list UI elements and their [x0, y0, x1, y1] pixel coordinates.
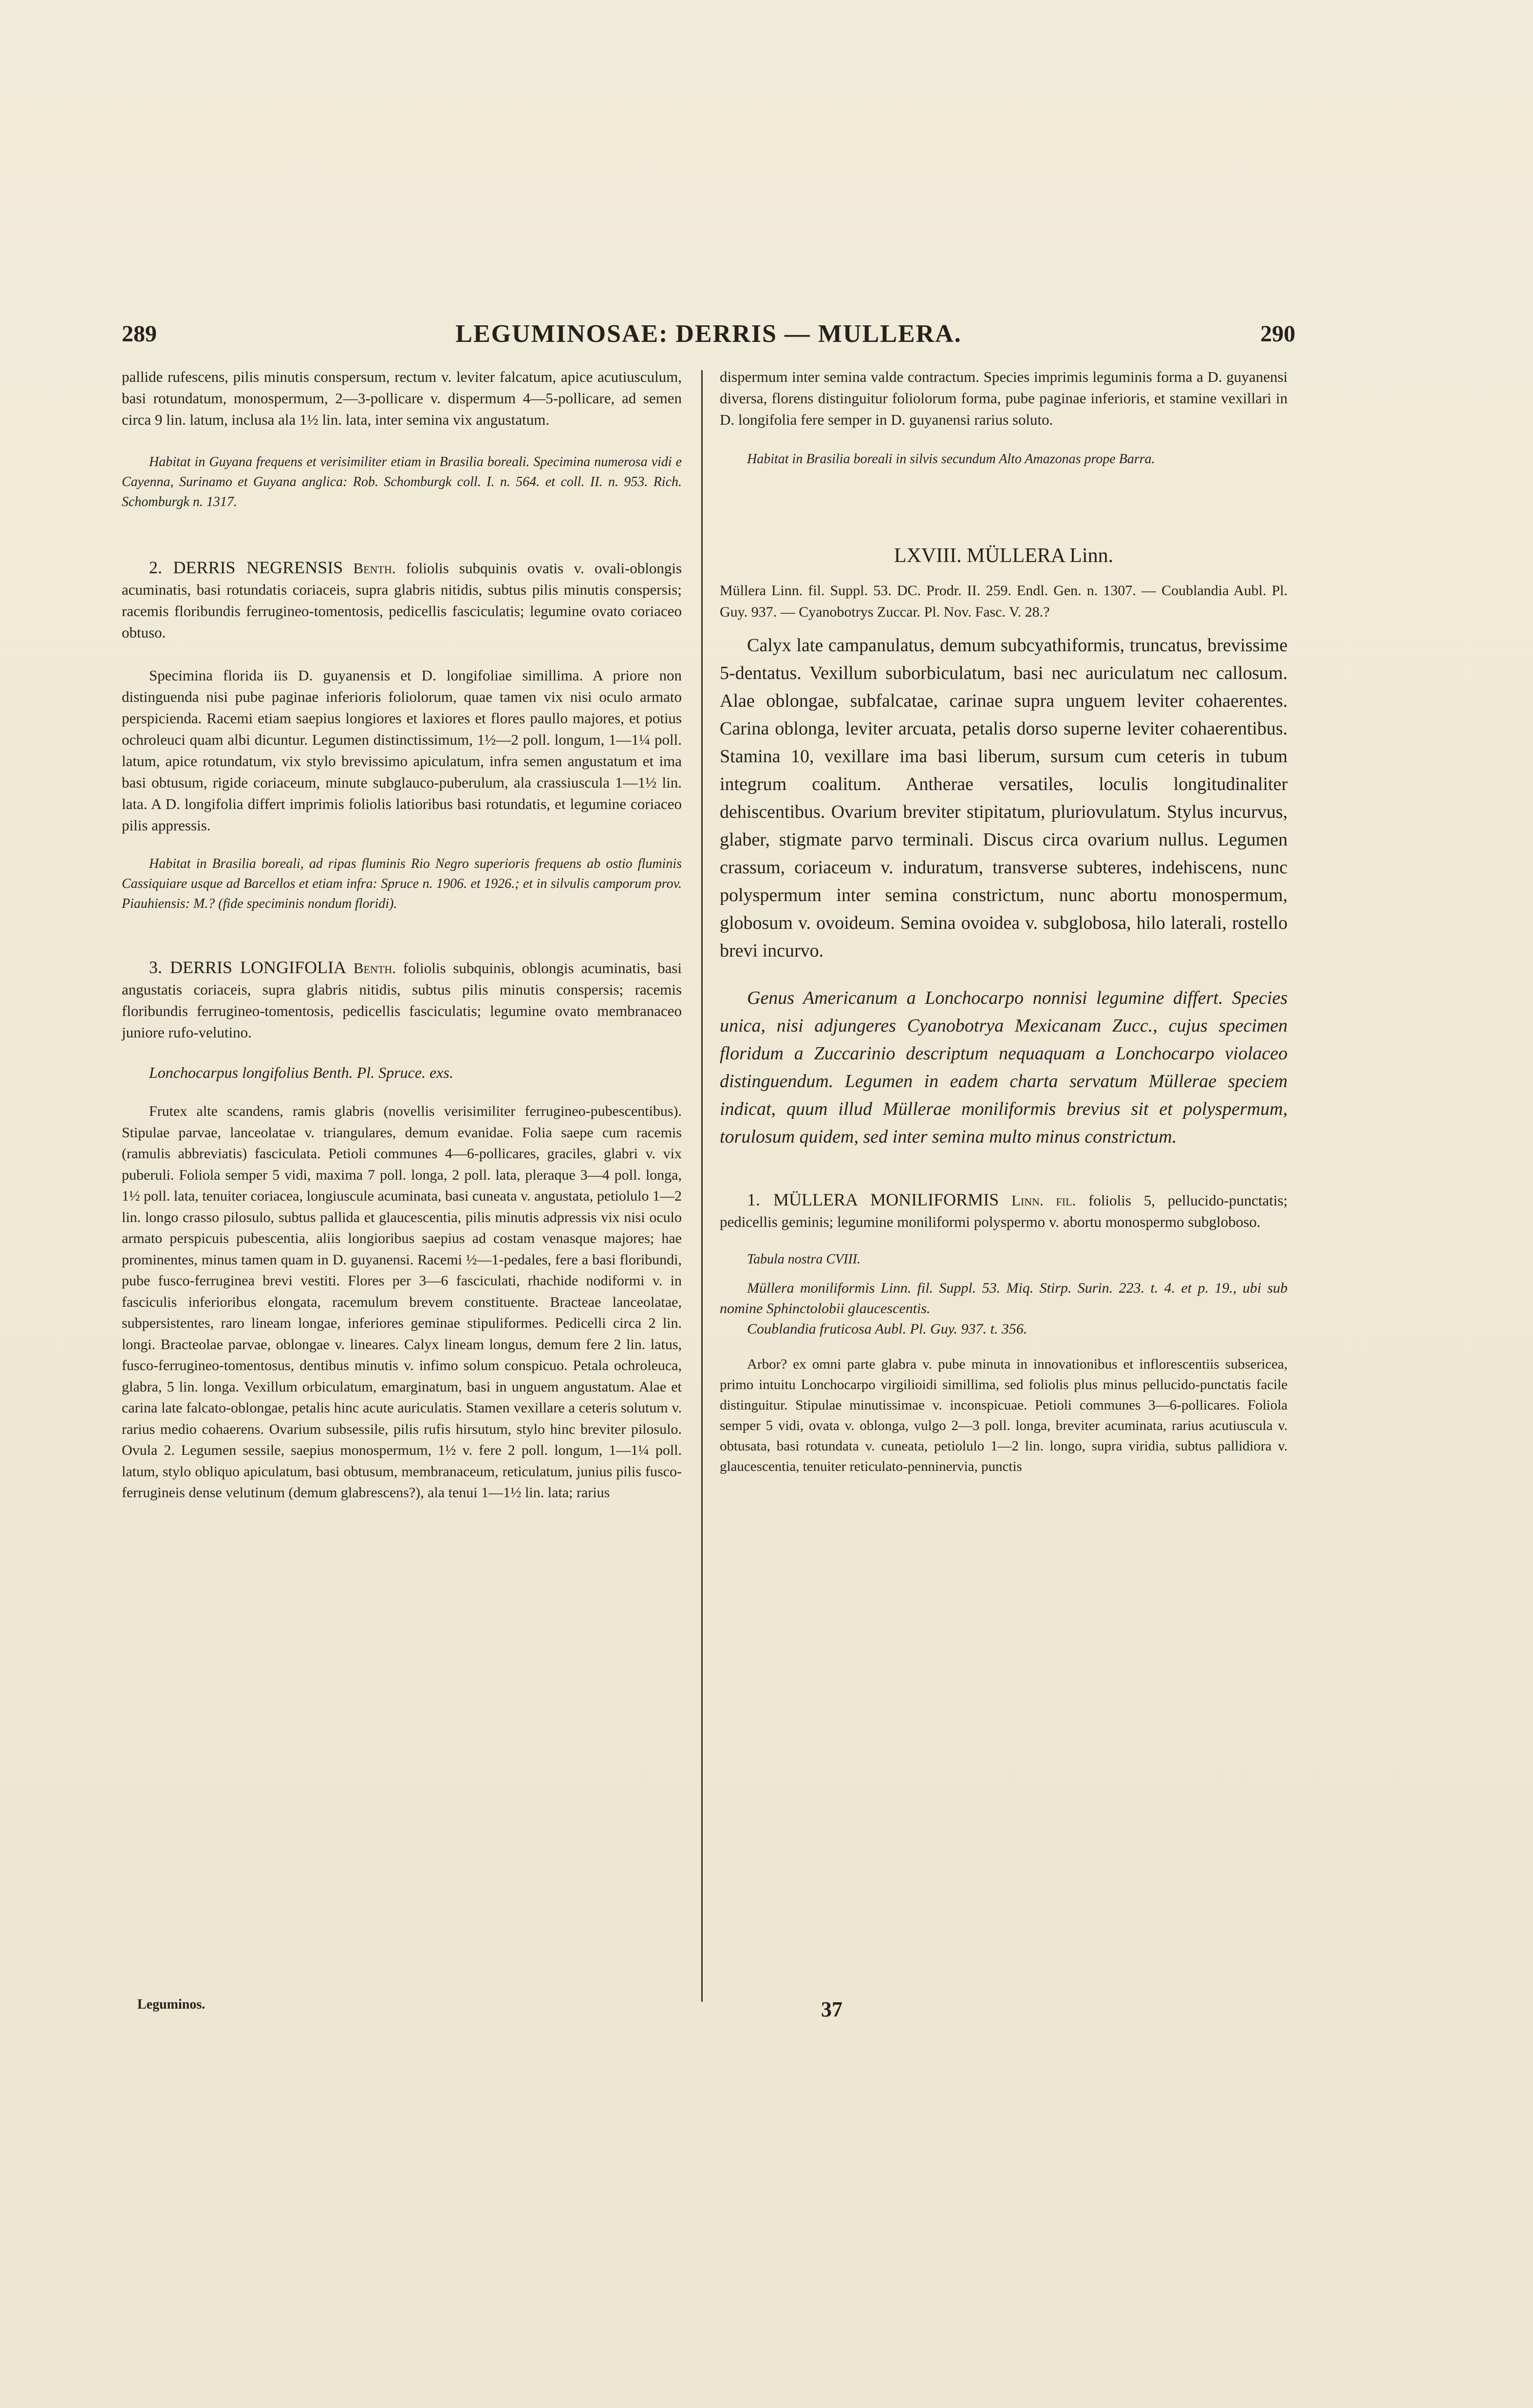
habitat-note-1: Habitat in Guyana frequens et verisimiliter etiam in Brasilia boreali. Specimina numerosa vidi e Cayenna, Surinamo et Guyana anglica: Rob. Schomburgk coll. I. n. 564. et coll. II. n. 953. Rich. Schomburgk n. 1317.	[122, 454, 682, 509]
signature-mark: Leguminos.	[137, 1997, 206, 2012]
genus-heading: LXVIII. MÜLLERA Linn.	[894, 545, 1114, 567]
left-column	[122, 366, 682, 1504]
intro-paragraph: pallide rufescens, pilis minutis conspersum, rectum v. leviter falcatum, apice acutiusculum, basi rotundatum, monospermum, 2—3-pollicare v. dispermum 4—5-pollicare, ad semen circa 9 lin. latum, inclusa ala 1½ lin. lata, inter semina vix angustatum.	[122, 368, 682, 428]
page-number-left: 289	[122, 320, 157, 347]
species-2-name: 2. DERRIS NEGRENSIS	[149, 558, 343, 577]
sheet-number: 37	[821, 1997, 842, 2021]
species-2-habitat: Habitat in Brasilia boreali, ad ripas fluminis Rio Negro superioris frequens ab ostio fluminis Cassiquiare usque ad Barcellos et etiam infra: Spruce n. 1906. et 1926.; et in silvulis camporum prov. Piauhiensis: M.? (fide speciminis nondum floridi).	[122, 856, 682, 911]
genus-note: Genus Americanum a Lonchocarpo nonnisi legumine differt. Species unica, nisi adjungeres Cyanobotrya Mexicanam Zucc., cujus specimen floridum a Zuccarinio descriptum nequaquam a Lonchocarpo violaceo distinguendum. Legumen in eadem charta servatum Müllerae speciem indicat, quum illud Müllerae moniliformis brevius sit et polyspermum, torulosum quidem, sed inter semina multo minus constrictum.	[720, 988, 1288, 1147]
mullera-species-1-description: Arbor? ex omni parte glabra v. pube minuta in innovationibus et inflorescentiis subsericea, primo intuitu Lonchocarpo virgilioidi simillima, sed foliolis plus minus pellucido-punctatis facile distinguitur. Stipulae minutissimae v. inconspicuae. Petioli communes 3—6-pollicares. Foliola semper 5 vidi, ovata v. oblonga, vulgo 2—3 poll. longa, breviter acuminata, rarius acutiuscula v. obtusata, basi rotundata v. cuneata, petiolulo 1—2 lin. longo, supra viridia, subtus pallidiora v. glaucescentia, tenuiter reticulato-penninervia, punctis	[720, 1356, 1288, 1474]
species-3-diagnosis: foliolis subquinis, oblongis acuminatis, basi angustatis coriaceis, supra glabris nitidis, subtus pilis minutis conspersis; racemis floribundis ferrugineo-tomentosis, pedicellis fasciculatis; legumine ovato membranaceo juniore rufo-velutino.	[122, 959, 682, 1041]
species-2-author: Benth.	[353, 560, 396, 577]
species-2-description: Specimina florida iis D. guyanensis et D. longifoliae simillima. A priore non distinguenda nisi pube paginae inferioris foliolorum, quae tamen vix nisi oculo armato perspicienda. Racemi etiam saepius longiores et laxiores et flores paullo majores, et potius ochroleuci quam albi dicuntur. Legumen distinctissimum, 1½—2 poll. longum, 1—1¼ poll. latum, apice rotundatum, vix stylo brevissimo apiculatum, infra semen angustatum et ima basi obtusum, rigide coriaceum, minute subglauco-puberulum, ala crassiuscula 1—1½ lin. lata. A D. longifolia differt imprimis foliolis latioribus basi rotundatis, et legumine coriaceo pilis appressis.	[122, 667, 682, 834]
mullera-synonym-2: Coublandia fruticosa Aubl. Pl. Guy. 937. t. 356.	[747, 1321, 1028, 1337]
habitat-note-right: Habitat in Brasilia boreali in silvis secundum Alto Amazonas prope Barra.	[747, 452, 1155, 467]
species-3-entry	[122, 957, 682, 1043]
species-3-synonym: Lonchocarpus longifolius Benth. Pl. Spruce. exs.	[149, 1064, 453, 1081]
mullera-species-1-name: 1. MÜLLERA MONILIFORMIS	[747, 1190, 999, 1209]
column-rule	[701, 370, 703, 2002]
running-head	[122, 317, 1295, 351]
species-3-author: Benth.	[353, 959, 396, 977]
species-2-entry	[122, 557, 682, 643]
continuation-paragraph: dispermum inter semina valde contractum. Species imprimis leguminis forma a D. guyanensi diversa, florens distinguitur foliolorum forma, pube paginae inferioris, et stamine vexillari in D. longifolia fere semper in D. guyanensi rarius soluto.	[720, 368, 1288, 428]
mullera-synonym-1: Müllera moniliformis Linn. fil. Suppl. 53. Miq. Stirp. Surin. 223. t. 4. et p. 19., ubi sub nomine Sphinctolobii glaucescentis.	[720, 1280, 1288, 1317]
mullera-species-1-entry	[720, 1189, 1288, 1233]
species-3-name: 3. DERRIS LONGIFOLIA	[149, 958, 347, 977]
right-column	[720, 366, 1288, 1477]
mullera-species-1-diagnosis: foliolis 5, pellucido-punctatis; pedicellis geminis; legumine moniliformi polyspermo v. abortu monospermo subgloboso.	[720, 1192, 1288, 1230]
page-number-right: 290	[1260, 320, 1295, 347]
running-title: LEGUMINOSAE: DERRIS — MULLERA.	[455, 320, 962, 348]
genus-synonymy: Müllera Linn. fil. Suppl. 53. DC. Prodr. II. 259. Endl. Gen. n. 1307. — Coublandia Aubl. Pl. Guy. 937. — Cyanobotrys Zuccar. Pl. Nov. Fasc. V. 28.?	[720, 583, 1288, 620]
plate-reference: Tabula nostra CVIII.	[747, 1252, 861, 1267]
species-2-diagnosis: foliolis subquinis ovatis v. ovali-oblongis acuminatis, basi rotundatis coriaceis, supra glabris nitidis, subtus pilis minutis conspersis; racemis floribundis ferrugineo-tomentosis, pedicellis fasciculatis; legumine ovato coriaceo obtuso.	[122, 560, 682, 641]
species-3-description: Frutex alte scandens, ramis glabris (novellis verisimiliter ferrugineo-pubescentibus). Stipulae parvae, lanceolatae v. triangulares, demum evanidae. Folia saepe cum racemis (ramulis abbreviatis) fasciculata. Petioli communes 4—6-pollicares, graciles, glabri v. vix puberuli. Foliola semper 5 vidi, maxima 7 poll. longa, 2 poll. lata, pleraque 3—4 poll. longa, 1½ poll. lata, tenuiter coriacea, longiuscule acuminata, basi cuneata v. angustata, petiolulo 1—2 lin. longo crasso pilosulo, subtus pallida et glaucescentia, pilis minutis adpressis vix nisi oculo armato perspicuis pubescentia, aliis longioribus saepius ad costam venasque majores; hae prominentes, minus tamen quam in D. guyanensi. Racemi ½—1-pedales, fere a basi floribundi, pube fusco-ferruginea brevi vestiti. Flores per 3—6 fasciculati, rhachide nodiformi v. in fasciculis inferioribus elongata, racemulum brevem constituente. Bracteae lanceolatae, subpersistentes, raro lineam longae, inferiores geminae stipuliformes. Pedicelli circa 2 lin. longi. Bracteolae parvae, oblongae v. lineares. Calyx lineam longus, demum fere 2 lin. latus, fusco-ferrugineo-tomentosus, dentibus minutis v. infimo solum conspicuo. Petala ochroleuca, glabra, 5 lin. longa. Vexillum orbiculatum, emarginatum, basi in unguem angustatum. Alae et carina late falcato-oblongae, petalis hinc acute auriculatis. Stamen vexillare a ceteris solutum v. rarius medio cohaerens. Ovarium subsessile, pilis rufis hirsutum, stylo hinc breviter pilosulo. Ovula 2. Legumen sessile, saepius monospermum, 1½ v. fere 2 poll. longum, 1—1¼ poll. latum, stylo obliquo apiculatum, basi obtusum, membranaceum, reticulatum, junius pilis fusco-ferrugineis dense velutinum (demum glabrescens?), ala tenui 1—1½ lin. lata; rarius	[122, 1103, 682, 1501]
mullera-species-1-author: Linn. fil.	[1011, 1192, 1076, 1209]
genus-description: Calyx late campanulatus, demum subcyathiformis, truncatus, brevissime 5-dentatus. Vexillum suborbiculatum, basi nec auriculatum nec callosum. Alae oblongae, subfalcatae, carinae supra unguem leviter cohaerentes. Carina oblonga, leviter arcuata, petalis dorso superne leviter cohaerentibus. Stamina 10, vexillare ima basi liberum, sursum cum ceteris in tubum integrum coalitum. Antherae versatiles, loculis longitudinaliter dehiscentibus. Ovarium breviter stipitatum, pluriovulatum. Stylus incurvus, glaber, stigmate parvo terminali. Discus circa ovarium nullus. Legumen crassum, coriaceum v. induratum, transverse subteres, indehiscens, nunc polyspermum inter semina constrictum, nunc abortu monospermum, globosum v. ovoideum. Semina ovoidea v. subglobosa, hilo laterali, rostello brevi incurvo.	[720, 635, 1288, 961]
